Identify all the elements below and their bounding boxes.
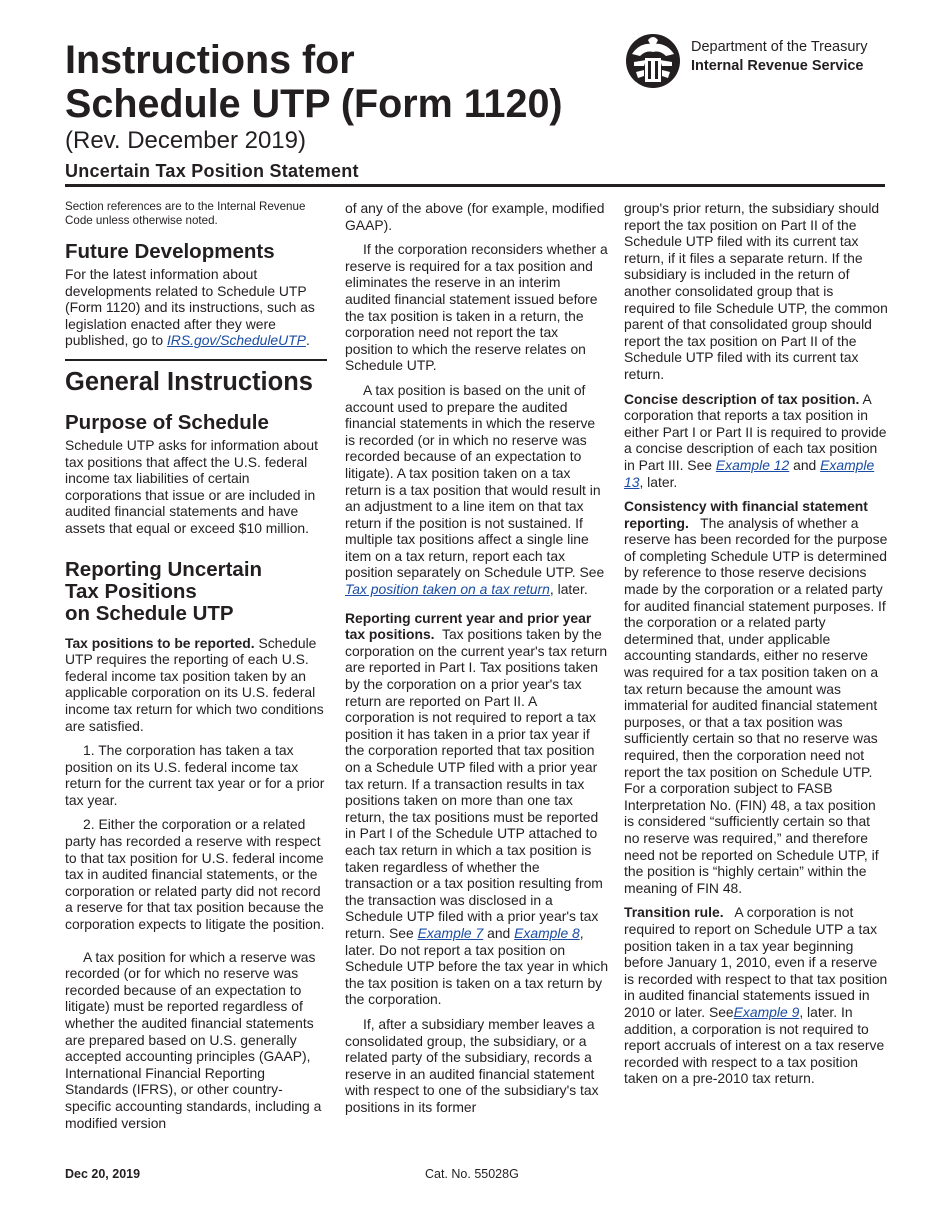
section-divider (65, 359, 327, 361)
tax-positions-paragraph: Tax positions to be reported. Schedule UTP requires the reporting of each U.S. federal income tax position taken by an applicable corporation on its U.S. federal income tax return for which two conditions are satisfied. (65, 634, 324, 734)
department-name: Department of the Treasury (691, 39, 868, 55)
schedule-utp-link[interactable]: IRS.gov/ScheduleUTP (166, 332, 306, 349)
general-instructions-heading: General Instructions (65, 367, 313, 396)
continued-paragraph: of any of the above (for example, modified GAAP). (345, 200, 605, 233)
continued-paragraph: group's prior return, the subsidiary should report the tax position on Part II of the Schedule UTP filed with its current tax return, if it files a separate return. If the subsidiary is included in the return of another consolidated group that is required to file Schedule UTP, the common parent of that consolidated group should report the tax position on Part II of the Schedule UTP filed with its current tax return. (624, 200, 888, 382)
purpose-heading: Purpose of Schedule (65, 410, 269, 434)
agency-name: Internal Revenue Service (691, 58, 864, 74)
consistency-paragraph: Consistency with financial statement reporting. The analysis of whether a reserve has been recorded for the purpose of completing Schedule UTP is determined by reference to those reserve decisions made by the corporation or a related party for audited financial statement purposes. If the corporation or a related party determined that, under applicable accounting standards, either no reserve was required for a tax position taken on a tax return because the amount was immaterial for audited financial statement purposes, or that a tax position was sufficiently certain so that no reserve was required, then the corporation need not report the tax position on Schedule UTP. For a corporation subject to FASB Interpretation No. (FIN) 48, a tax position is considered “sufficiently certain so that no reserve was required,” and therefore need not be reported on Schedule UTP, if the position is “highly certain” within the meaning of FIN 48. (624, 498, 888, 896)
header-rule (65, 184, 885, 187)
section-note: Section references are to the Internal Revenue Code unless otherwise noted. (65, 200, 306, 227)
agency-block (622, 30, 892, 90)
condition-2: 2. Either the corporation or a related party has recorded a reserve with respect to that tax position for U.S. federal income tax in audited financial statements, or the corporation or related party did not record a reserve for that tax position because the corporation expects to litigate the position. (65, 816, 325, 933)
unit-of-account-paragraph: A tax position is based on the unit of account used to prepare the audited financial statements in which the reserve is recorded (or in which no reserve was recorded because of an expectation to litigate). A tax position taken on a tax return is a tax position that would result in an adjustment to a line item on that tax return if the position is not sustained. If multiple tax positions affect a single line item on a tax return, report each tax position separately on Schedule UTP. See Tax position taken on a tax return, later. (345, 381, 605, 598)
condition-1: 1. The corporation has taken a tax position on its U.S. federal income tax return for the current tax year or for a prior tax year. (65, 742, 325, 808)
tax-position-taken-link[interactable]: Tax position taken on a tax return (345, 581, 550, 598)
title-line-1: Instructions for (65, 38, 355, 82)
page-title (65, 38, 625, 126)
example-7-link[interactable]: Example 7 (417, 924, 484, 941)
subtitle: Uncertain Tax Position Statement (65, 161, 359, 181)
concise-description-paragraph: Concise description of tax position. A corporation that reports a tax position in either Part I or Part II is required to provide a concise description of each tax position in Part III. See Example 12 and Example 13, later. (624, 390, 887, 490)
footer-date: Dec 20, 2019 (65, 1167, 141, 1181)
example-13-link[interactable]: Example 13 (624, 456, 875, 490)
example-12-link[interactable]: Example 12 (715, 456, 790, 473)
future-developments-heading: Future Developments (65, 240, 275, 263)
column-3 (624, 200, 888, 1095)
future-developments-paragraph: For the latest information about developments related to Schedule UTP (Form 1120) and its instructions, such as legislation enacted after they were published, go to IRS.gov/ScheduleUTP. (65, 266, 315, 349)
revision-date: (Rev. December 2019) (65, 127, 306, 154)
title-line-2: Schedule UTP (Form 1120) (65, 82, 563, 126)
reconsider-paragraph: If the corporation reconsiders whether a reserve is required for a tax position and eliminates the reserve in an interim audited financial statement issued before the tax position is taken in a return, the corporation need not report the tax position to which the reserve relates on Schedule UTP. (345, 241, 608, 374)
catalog-number: Cat. No. 55028G (425, 1167, 519, 1181)
example-8-link[interactable]: Example 8 (514, 924, 580, 941)
transition-rule-paragraph: Transition rule. A corporation is not required to report on Schedule UTP a tax position taken in a tax year beginning before January 1, 2010, even if a reserve is recorded with respect to that tax position in audited financial statements issued in 2010 or later. SeeExample 9, later. In addition, a corporation is not required to report accruals of interest on a tax reserve recorded with respect to a tax position taken on a pre-2010 tax return. (624, 904, 888, 1087)
purpose-paragraph: Schedule UTP asks for information about tax positions that affect the U.S. federal income tax liabilities of certain corporations that issue or are included in audited financial statements and have assets that equal or exceed $10 million. (65, 436, 318, 536)
example-9-link[interactable]: Example 9 (733, 1003, 800, 1020)
column-2 (345, 200, 609, 1123)
irs-eagle-logo-icon (622, 32, 684, 90)
current-prior-year-paragraph: Reporting current year and prior year tax positions. Tax positions taken by the corporation on the current year's tax return are reported in Part I. Tax positions taken by the corporation on a prior year's tax return are reported on Part II. A corporation is not required to report a tax position it has taken in a prior tax year if the corporation reported that tax position on a Schedule UTP filed with a prior year tax return. If a transaction results in tax positions taken on more than one tax return, the tax positions must be reported in Part I of the Schedule UTP attached to each tax return in which a tax position is taken regardless of whether the transaction or a tax position resulting from the transaction was disclosed in a Schedule UTP filed with a prior year's tax return. See Example 7 and Example 8, later. Do not report a tax position on Schedule UTP before the tax year in which the tax position is taken on a tax return by the corporation. (345, 609, 609, 1008)
subsidiary-paragraph: If, after a subsidiary member leaves a consolidated group, the subsidiary, or a related party of the subsidiary, records a reserve in an audited financial statement with respect to one of the subsidiary's tax positions in its former (345, 1015, 599, 1115)
column-1 (65, 200, 327, 1139)
reserve-paragraph: A tax position for which a reserve was recorded (or for which no reserve was recorded because of an expectation to litigate) must be reported regardless of whether the audited financial statements are prepared based on U.S. generally accepted accounting principles (GAAP), International Financial Reporting Standards (IFRS), or other country-specific accounting standards, including a modified version (65, 948, 322, 1131)
reporting-heading: Reporting Uncertain Tax Positions on Schedule UTP (65, 557, 263, 625)
